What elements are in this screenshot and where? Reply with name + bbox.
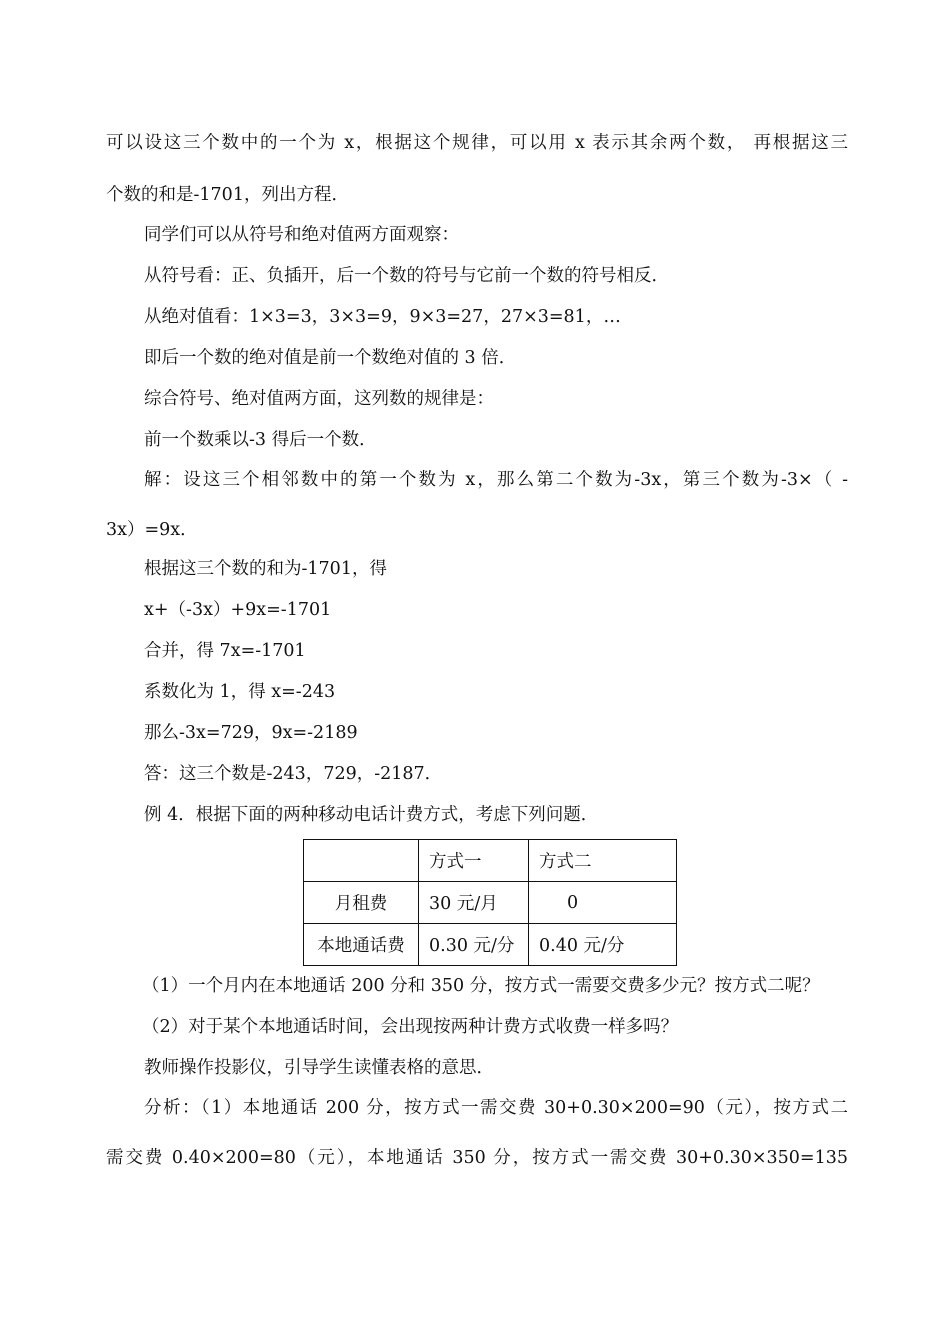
text-line: 3x）=9x． xyxy=(106,520,198,540)
text-line: 需交费 0.40×200=80（元），本地通话 350 分，按方式一需交费 30+0.30×350=135 xyxy=(106,1148,848,1168)
table-header-cell: 方式二 xyxy=(529,840,677,882)
question-line: （1）一个月内在本地通话 200 分和 350 分，按方式一需要交费多少元？按方式二呢？ xyxy=(142,976,820,996)
table-header-row xyxy=(304,840,677,882)
table-cell: 0.30 元/分 xyxy=(419,924,529,966)
text-line: 同学们可以从符号和绝对值两方面观察： xyxy=(144,225,459,245)
text-line: 可以设这三个数中的一个为 x，根据这个规律，可以用 x 表示其余两个数， 再根据这三 xyxy=(106,133,848,153)
text-line: 即后一个数的绝对值是前一个数绝对值的 3 倍． xyxy=(144,348,517,368)
equation-line: x+（-3x）+9x=-1701 xyxy=(144,600,332,620)
text-line: 教师操作投影仪，引导学生读懂表格的意思． xyxy=(144,1058,494,1078)
table-cell: 0 xyxy=(529,882,677,924)
row-label-cell: 月租费 xyxy=(304,882,419,924)
text-line: 根据这三个数的和为-1701，得 xyxy=(144,559,387,579)
equation-line: 合并，得 7x=-1701 xyxy=(144,641,306,661)
equation-line: 系数化为 1，得 x=-243 xyxy=(144,682,336,702)
question-line: （2）对于某个本地通话时间，会出现按两种计费方式收费一样多吗？ xyxy=(142,1017,679,1037)
table-row xyxy=(304,882,677,924)
text-line: 前一个数乘以-3 得后一个数． xyxy=(144,430,377,450)
text-line: 分析：（1）本地通话 200 分，按方式一需交费 30+0.30×200=90（元），按方式二 xyxy=(144,1098,848,1118)
text-line: 综合符号、绝对值两方面，这列数的规律是： xyxy=(144,389,494,409)
billing-table xyxy=(303,839,677,966)
row-label-cell: 本地通话费 xyxy=(304,924,419,966)
table-cell: 30 元/月 xyxy=(419,882,529,924)
text-line: 解：设这三个相邻数中的第一个数为 x，那么第二个数为-3x，第三个数为-3×（ - xyxy=(144,470,848,490)
equation-line: 那么-3x=729，9x=-2189 xyxy=(144,723,358,743)
table-cell xyxy=(304,840,419,882)
example-heading: 例 4．根据下面的两种移动电话计费方式，考虑下列问题． xyxy=(144,805,599,825)
table-header-cell: 方式一 xyxy=(419,840,529,882)
table-row xyxy=(304,924,677,966)
table-cell: 0.40 元/分 xyxy=(529,924,677,966)
text-line: 个数的和是-1701，列出方程． xyxy=(106,185,349,205)
answer-line: 答：这三个数是-243，729，-2187． xyxy=(144,764,443,784)
text-line: 从符号看：正、负插开，后一个数的符号与它前一个数的符号相反． xyxy=(144,266,669,286)
text-line: 从绝对值看：1×3=3，3×3=9，9×3=27，27×3=81，… xyxy=(144,307,621,327)
